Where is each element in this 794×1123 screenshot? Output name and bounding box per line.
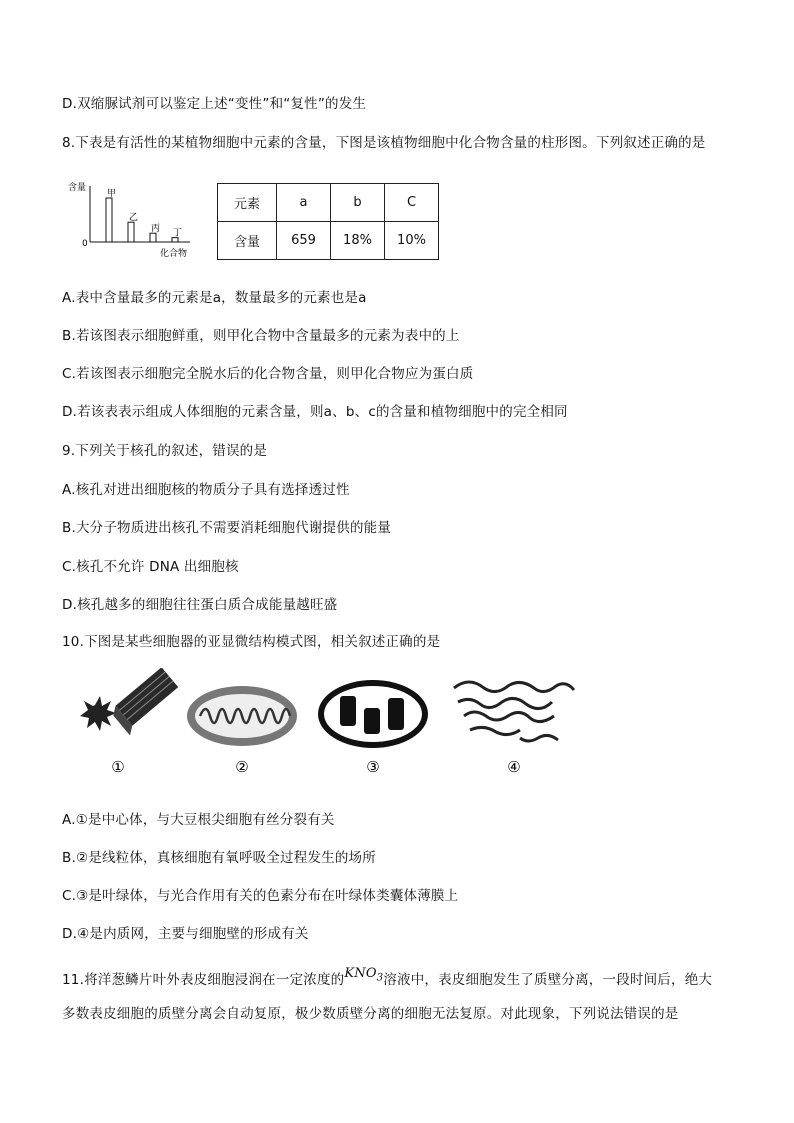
table-row bbox=[218, 222, 439, 260]
q8-option-a: A.表中含量最多的元素是a，数量最多的元素也是a bbox=[62, 290, 367, 306]
q10-stem: 10.下图是某些细胞器的亚显微结构模式图，相关叙述正确的是 bbox=[62, 634, 441, 650]
table-cell: a bbox=[277, 184, 331, 222]
kno3-formula: $KNO_3$ bbox=[344, 966, 384, 984]
q10-option-c: C.③是叶绿体，与光合作用有关的色素分布在叶绿体类囊体薄膜上 bbox=[62, 888, 459, 904]
bar-label: 甲 bbox=[107, 189, 117, 199]
table-cell: 含量 bbox=[218, 222, 277, 260]
figure-label: ③ bbox=[366, 758, 380, 776]
centriole-drawing bbox=[80, 668, 182, 735]
endoplasmic-reticulum-drawing bbox=[454, 682, 574, 741]
table-cell: 18% bbox=[331, 222, 385, 260]
q8-option-d: D.若该表表示组成人体细胞的元素含量，则a、b、c的含量和植物细胞中的完全相同 bbox=[62, 404, 568, 420]
q10-option-d: D.④是内质网，主要与细胞壁的形成有关 bbox=[62, 926, 309, 942]
bar-乙 bbox=[128, 222, 134, 242]
figure-label: ② bbox=[235, 758, 249, 776]
q9-stem: 9.下列关于核孔的叙述，错误的是 bbox=[62, 443, 268, 459]
q10-option-b: B.②是线粒体，真核细胞有氧呼吸全过程发生的场所 bbox=[62, 850, 376, 866]
bar-丙 bbox=[150, 233, 156, 242]
q8-stem: 8.下表是有活性的某植物细胞中元素的含量，下图是该植物细胞中化合物含量的柱形图。下列叙述正确的是 bbox=[62, 135, 706, 151]
table-cell: C bbox=[385, 184, 439, 222]
bar-label: 丙 bbox=[151, 224, 161, 235]
q7-option-d: D.双缩脲试剂可以鉴定上述“变性”和“复性”的发生 bbox=[62, 96, 367, 112]
chart-origin: 0 bbox=[82, 239, 88, 249]
q10-option-a: A.①是中心体，与大豆根尖细胞有丝分裂有关 bbox=[62, 812, 335, 828]
q9-option-d: D.核孔越多的细胞往往蛋白质合成能量越旺盛 bbox=[62, 597, 338, 613]
bar-label: 乙 bbox=[129, 213, 139, 224]
compound-bar-chart bbox=[68, 180, 198, 260]
chart-ylabel: 含量 bbox=[68, 183, 87, 193]
mitochondrion-drawing bbox=[187, 686, 297, 746]
bar-甲 bbox=[106, 198, 112, 242]
figure-label: ① bbox=[111, 758, 125, 776]
organelle-figure bbox=[72, 668, 592, 778]
chart-xlabel: 化合物 bbox=[160, 249, 188, 259]
q9-option-b: B.大分子物质进出核孔不需要消耗细胞代谢提供的能量 bbox=[62, 520, 392, 536]
q9-option-a: A.核孔对进出细胞核的物质分子具有选择透过性 bbox=[62, 482, 350, 498]
table-cell: 659 bbox=[277, 222, 331, 260]
q11-stem-line1 bbox=[62, 968, 712, 991]
q9-option-c: C.核孔不允许 DNA 出细胞核 bbox=[62, 559, 239, 575]
bar-label: 丁 bbox=[173, 228, 183, 239]
q11-stem-line2: 多数表皮细胞的质壁分离会自动复原，极少数质壁分离的细胞无法复原。对此现象，下列说法错误的是 bbox=[62, 1006, 679, 1022]
table-cell: 元素 bbox=[218, 184, 277, 222]
table-cell: b bbox=[331, 184, 385, 222]
element-table bbox=[217, 183, 439, 260]
q8-option-b: B.若该图表示细胞鲜重，则甲化合物中含量最多的元素为表中的上 bbox=[62, 328, 460, 344]
table-cell: 10% bbox=[385, 222, 439, 260]
q11-text-post: 溶液中，表皮细胞发生了质壁分离，一段时间后，绝大 bbox=[383, 972, 713, 988]
q8-option-c: C.若该图表示细胞完全脱水后的化合物含量，则甲化合物应为蛋白质 bbox=[62, 366, 474, 382]
chloroplast-drawing bbox=[318, 680, 428, 748]
figure-label: ④ bbox=[507, 758, 521, 776]
q11-text-pre: 11.将洋葱鳞片叶外表皮细胞浸润在一定浓度的 bbox=[62, 972, 345, 988]
table-row bbox=[218, 184, 439, 222]
